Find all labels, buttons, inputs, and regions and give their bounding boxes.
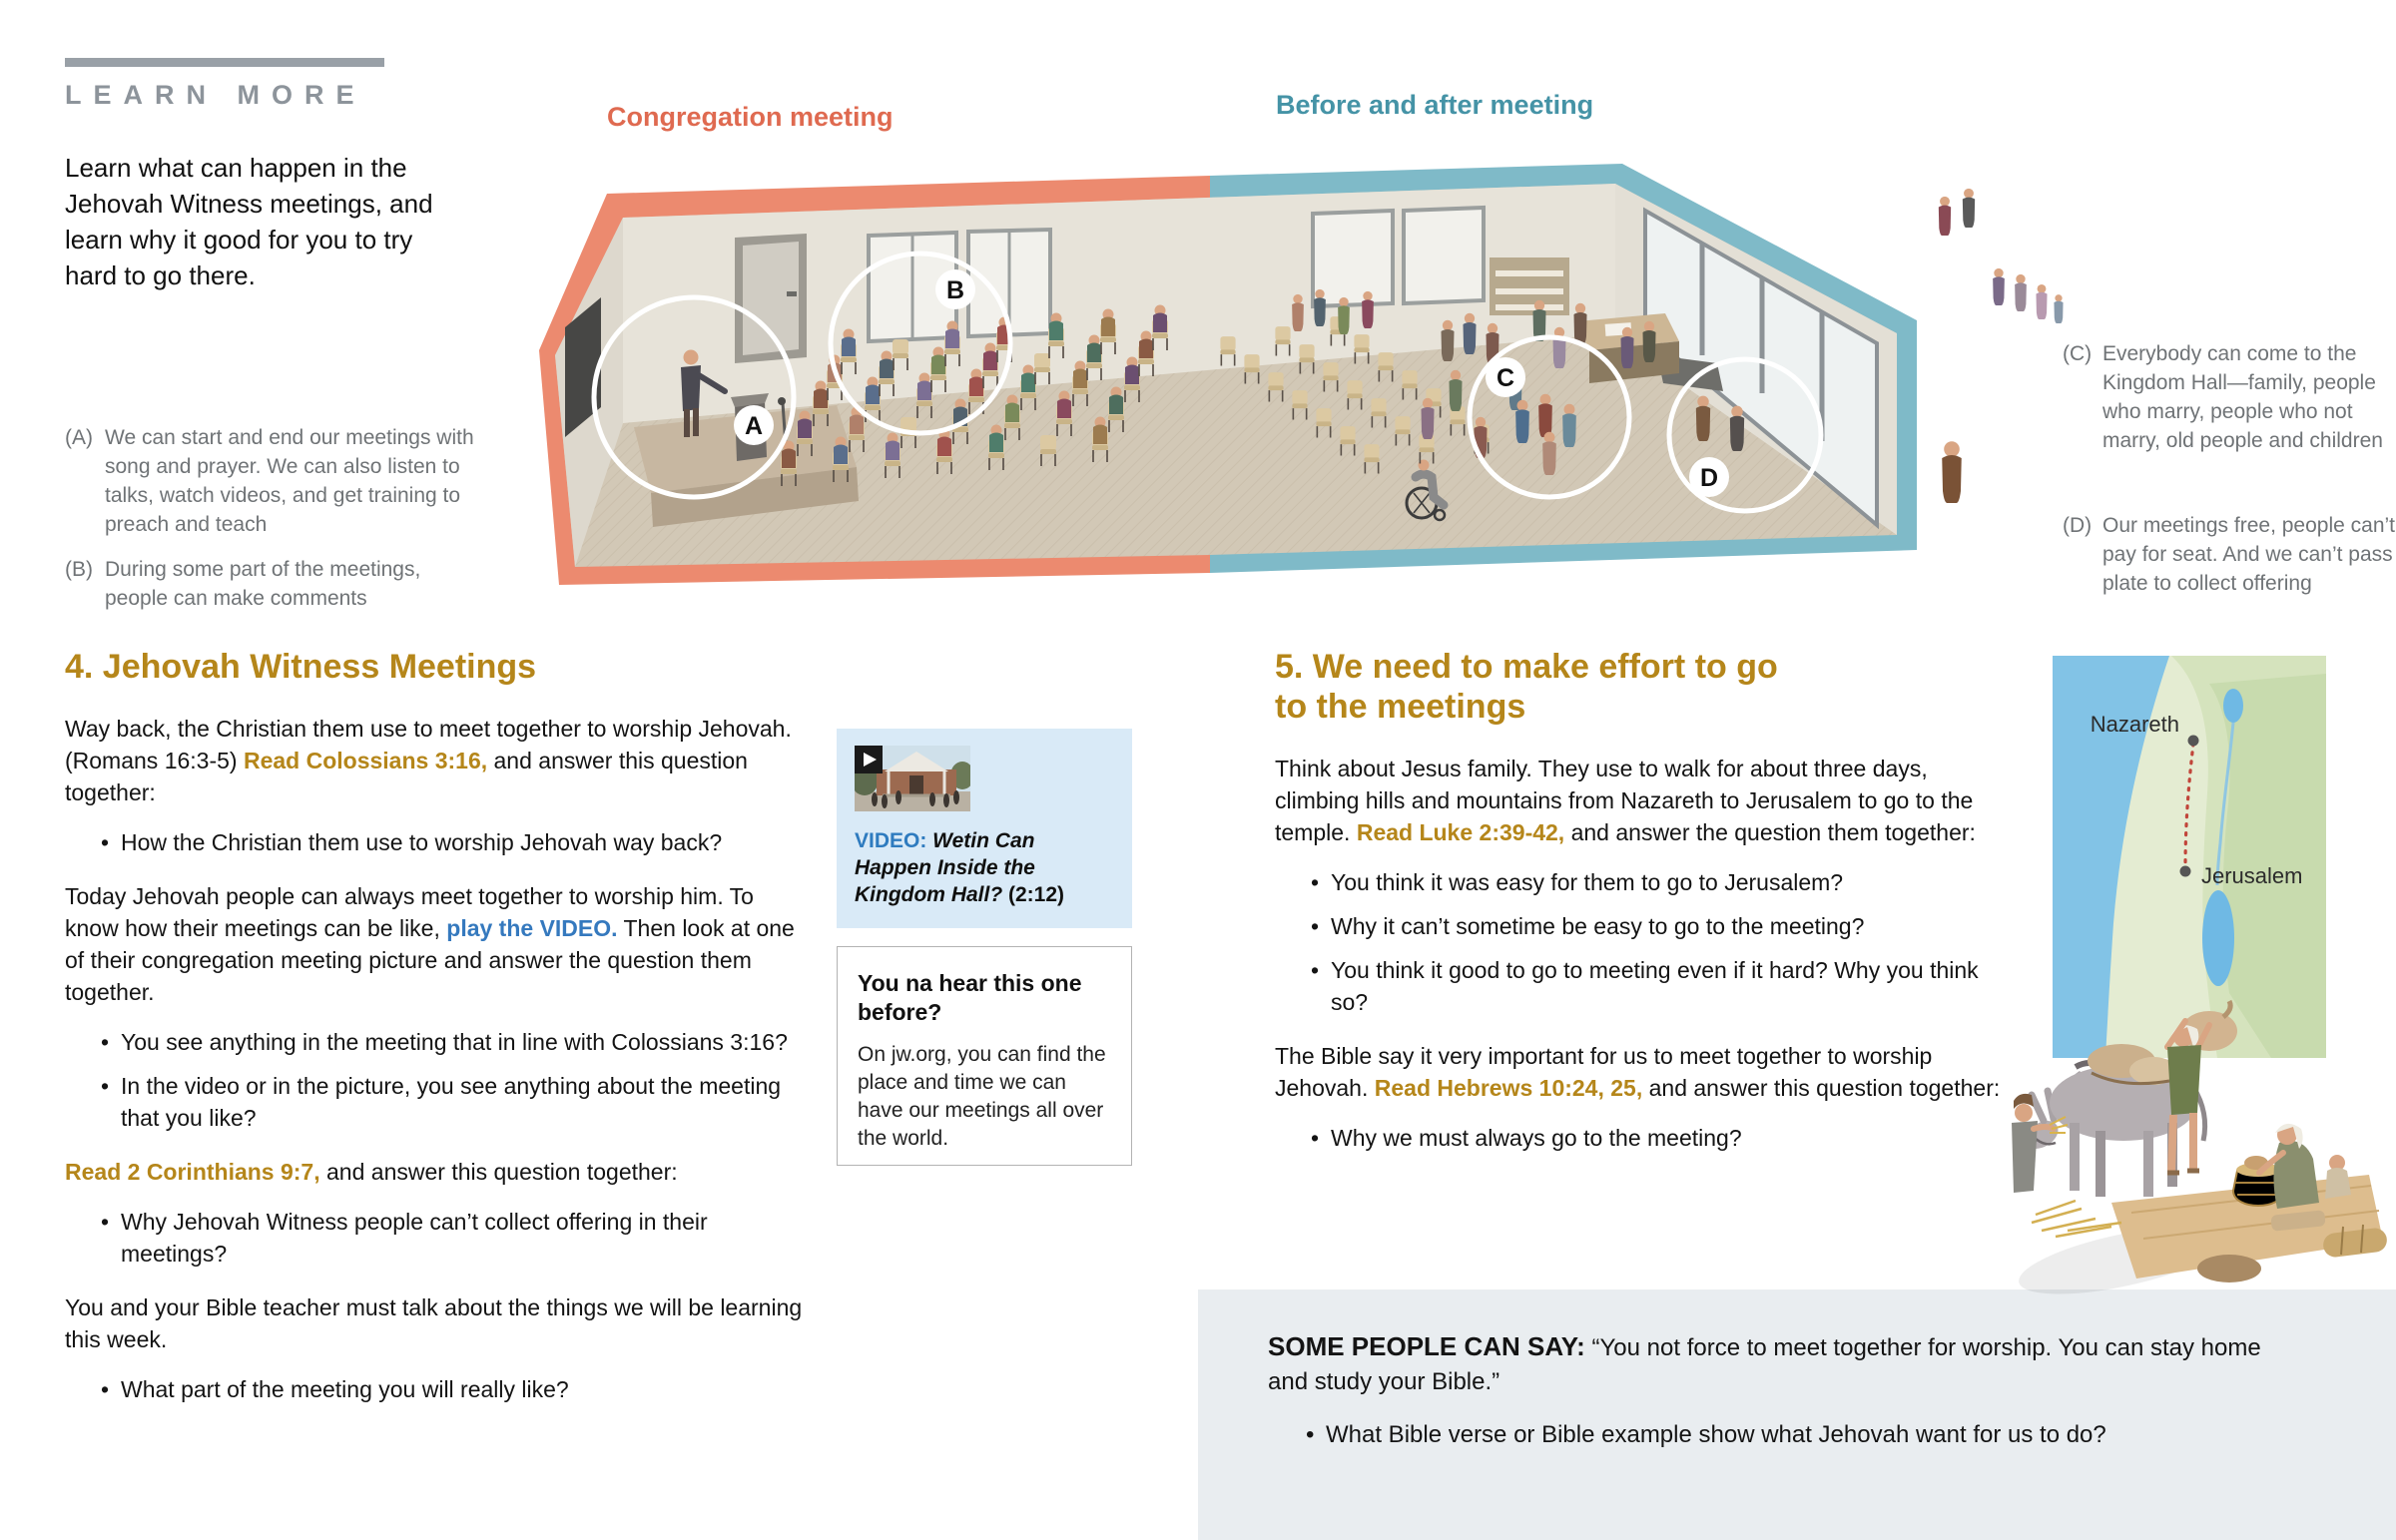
objection-text	[1268, 1329, 2286, 1399]
video-box	[837, 729, 1132, 928]
section-5-p1-text: Think about Jesus family. They use to walk for about three days, climbing hills and mountains from Nazareth to Jerusalem to go to the temple.	[1275, 756, 1974, 845]
section-4-p2-text: Today Jehovah people can always meet together to worship him. To know how their meetings can be like,	[65, 883, 754, 941]
learn-more-kicker: LEARN MORE	[65, 80, 366, 110]
section-4-questions-2	[65, 1026, 804, 1134]
section-5-paragraph-1	[1275, 753, 2009, 848]
note-d-text: Our meetings free, people can’t pay for seat. And we can’t pass plate to collect offering	[2102, 514, 2395, 595]
know-box	[837, 946, 1132, 1166]
question-item: • You think it was easy for them to go to Jerusalem?	[1311, 866, 2009, 898]
section-4-questions-4	[65, 1373, 804, 1405]
video-thumbnail[interactable]	[855, 746, 970, 811]
note-c-text: Everybody can come to the Kingdom Hall—family, people who marry, people who not marry, old people and children	[2102, 342, 2383, 452]
note-a-text: We can start and end our meetings with song and prayer. We can also listen to talks, watch videos, and get training to preach and teach	[105, 426, 474, 536]
section-5-p1-text-end: and answer the question them together:	[1564, 819, 1976, 845]
know-box-body: On jw.org, you can find the place and time we can have our meetings all over the world.	[858, 1043, 1106, 1150]
kicker-bar	[65, 58, 384, 67]
callout-badge-c: C	[1496, 364, 1515, 392]
video-label: VIDEO:	[855, 829, 927, 852]
section-5-title-line2: to the meetings	[1275, 688, 1526, 726]
objection-quote: “You not force to meet together for worship. You can stay home and study your Bible.”	[1268, 1334, 2261, 1395]
section-4-paragraph-2	[65, 880, 804, 1008]
section-5-questions-1	[1275, 866, 2009, 1018]
section-5-p2-text-end: and answer this question together:	[1642, 1075, 2001, 1101]
map-label-nazareth: Nazareth	[2090, 712, 2179, 737]
scripture-link-colossians[interactable]: Read Colossians 3:16,	[243, 748, 488, 773]
question-item: • What part of the meeting you will really like?	[101, 1373, 804, 1405]
note-a	[65, 423, 476, 539]
question-item: • Why Jehovah Witness people can’t collect offering in their meetings?	[101, 1206, 804, 1270]
section-4-p3-text: and answer this question together:	[319, 1159, 678, 1185]
note-b-text: During some part of the meetings, people can make comments	[105, 558, 421, 610]
video-thumbnail-image	[855, 746, 970, 811]
section-4-p2-text-end: Then look at one of their congregation meeting picture and answer the question them together.	[65, 915, 795, 1005]
note-c-label: (C)	[2063, 342, 2093, 365]
map-label-jerusalem: Jerusalem	[2201, 863, 2303, 888]
question-item: • Why it can’t sometime be easy to go to the meeting?	[1311, 910, 2009, 942]
objection-questions	[1268, 1421, 2336, 1449]
video-duration: (2:12)	[1008, 883, 1065, 906]
kingdom-hall-illustration	[539, 106, 2136, 613]
section-4-p1-text-end: and answer this question together:	[65, 748, 748, 805]
section-4-paragraph-3	[65, 1156, 804, 1188]
note-d-label: (D)	[2063, 514, 2093, 537]
section-5-title-line1: 5. We need to make effort to go	[1275, 648, 1778, 686]
section-4-questions-1	[65, 826, 804, 858]
video-caption	[855, 827, 1114, 908]
section-4-questions-3	[65, 1206, 804, 1270]
note-a-label: (A)	[65, 426, 93, 449]
question-item: • Why we must always go to the meeting?	[1311, 1122, 2009, 1154]
israel-map	[2053, 656, 2326, 1058]
section-4-title: 4. Jehovah Witness Meetings	[65, 648, 537, 686]
section-4	[65, 647, 804, 1427]
scripture-link-hebrews[interactable]: Read Hebrews 10:24, 25,	[1374, 1075, 1643, 1101]
section-5-paragraph-2	[1275, 1040, 2009, 1104]
learn-more-intro: Learn what can happen in the Jehovah Witness meetings, and learn why it good for you to try hard to go there.	[65, 153, 433, 290]
objection-label: SOME PEOPLE CAN SAY:	[1268, 1331, 1585, 1361]
section-5	[1275, 647, 2009, 1176]
label-before-after-meeting: Before and after meeting	[1276, 90, 1594, 120]
callout-badge-b: B	[945, 276, 965, 304]
question-item: • What Bible verse or Bible example show what Jehovah want for us to do?	[1306, 1421, 2336, 1449]
note-b-label: (B)	[65, 558, 93, 581]
section-5-questions-2	[1275, 1122, 2009, 1154]
section-4-paragraph-4: You and your Bible teacher must talk about the things we will be learning this week.	[65, 1294, 803, 1352]
question-item: • You think it good to go to meeting even if it hard? Why you think so?	[1311, 954, 2009, 1018]
play-video-link[interactable]: play the VIDEO.	[446, 915, 618, 941]
label-congregation-meeting: Congregation meeting	[607, 102, 894, 132]
travel-map-illustration	[1972, 644, 2396, 1302]
section-4-paragraph-1	[65, 713, 804, 808]
section-5-p2-text: The Bible say it very important for us to meet together to worship Jehovah.	[1275, 1043, 1933, 1101]
callout-badge-a: A	[744, 412, 764, 440]
section-4-p1-text: Way back, the Christian them use to meet together to worship Jehovah. (Romans 16:3-5)	[65, 716, 792, 773]
question-item: • You see anything in the meeting that in line with Colossians 3:16?	[101, 1026, 804, 1058]
note-b	[65, 555, 476, 613]
scripture-link-luke[interactable]: Read Luke 2:39-42,	[1356, 819, 1565, 845]
question-item: • In the video or in the picture, you see anything about the meeting that you like?	[101, 1070, 804, 1134]
callout-badge-d: D	[1699, 464, 1719, 492]
objection-box	[1198, 1289, 2396, 1540]
scripture-link-corinthians[interactable]: Read 2 Corinthians 9:7,	[65, 1159, 320, 1185]
question-item: • How the Christian them use to worship Jehovah way back?	[101, 826, 804, 858]
know-box-title: You na hear this one before?	[858, 970, 1082, 1025]
video-title: Wetin Can Happen Inside the Kingdom Hall?	[855, 829, 1035, 906]
section-5-title	[1275, 647, 2009, 727]
